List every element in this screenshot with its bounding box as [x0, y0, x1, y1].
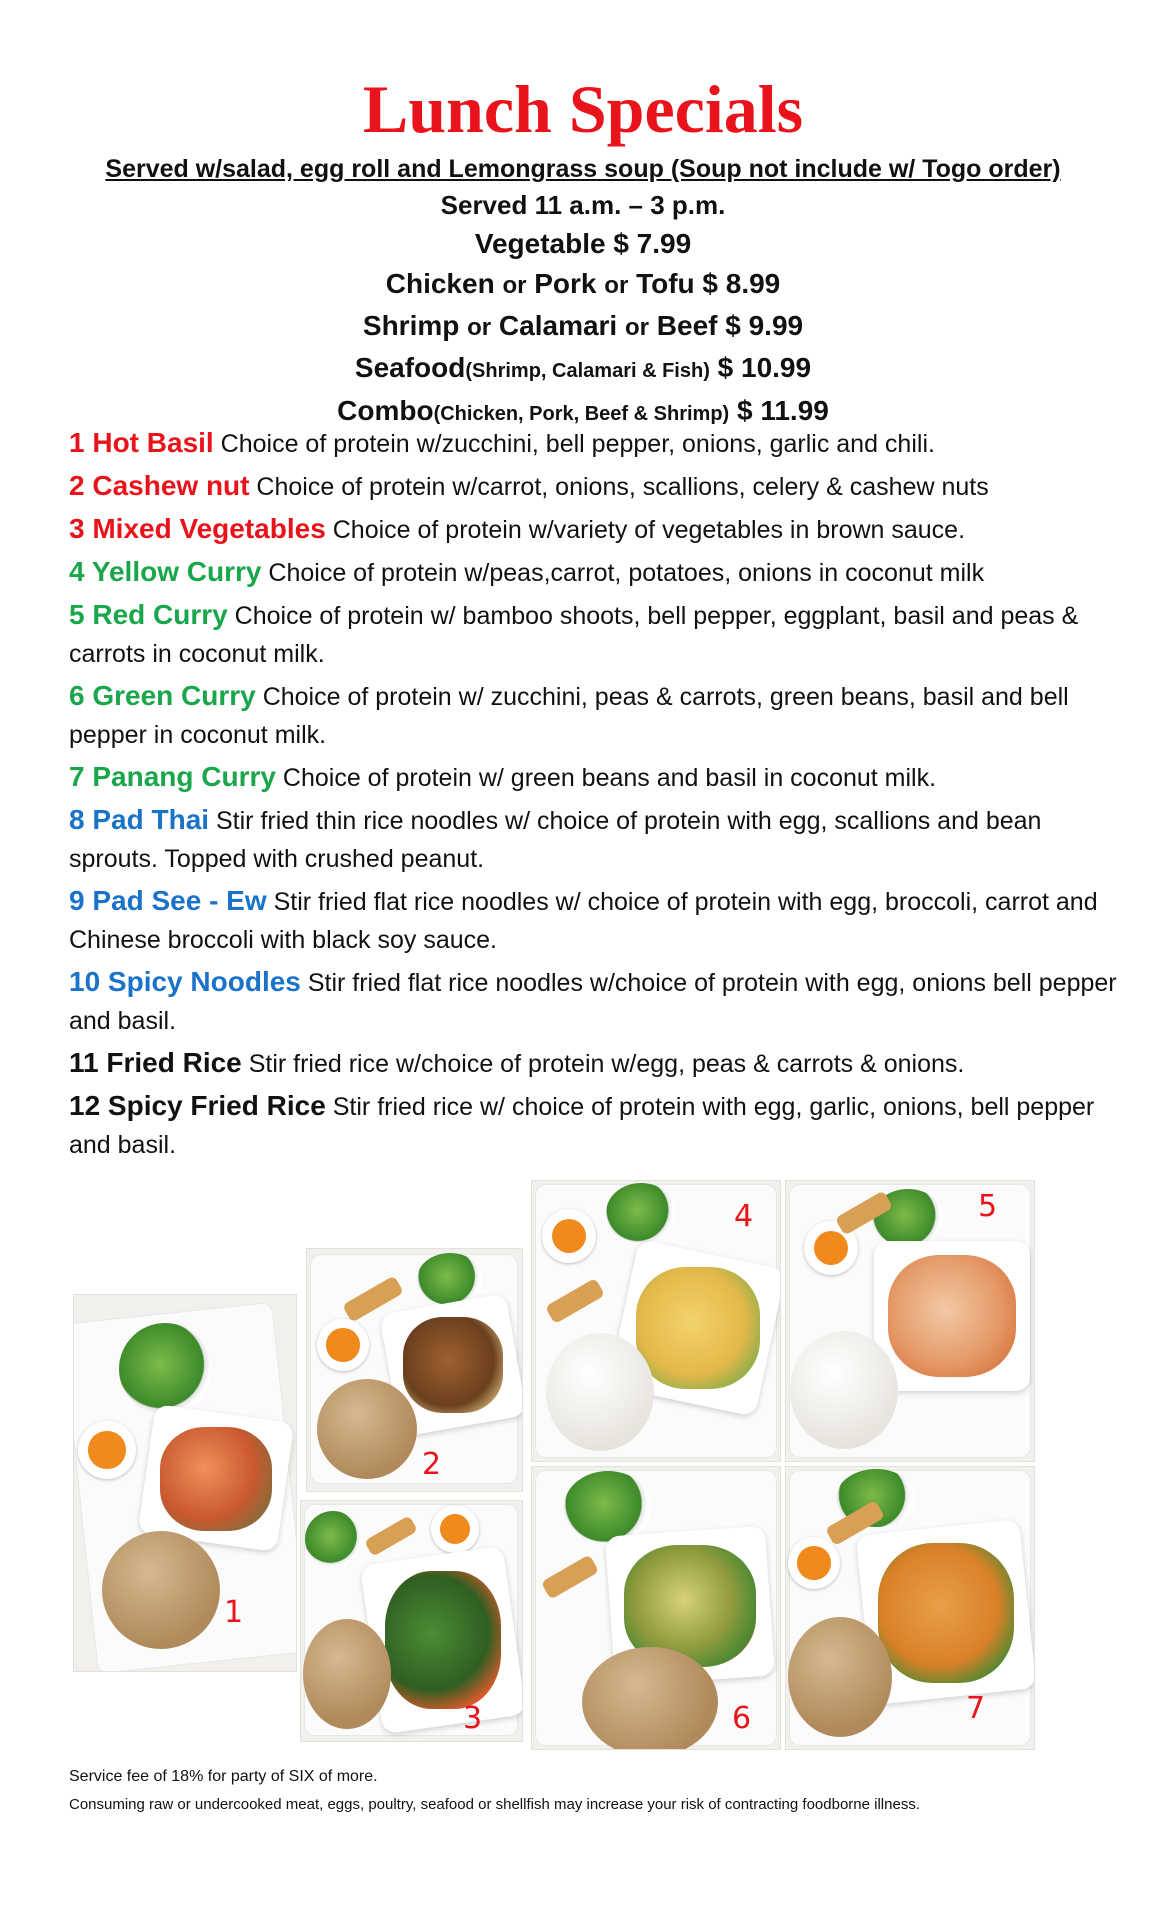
food-photo-7	[785, 1466, 1035, 1750]
photo-number: 6	[732, 1701, 752, 1736]
brown-rice	[102, 1531, 220, 1649]
item-name: 12 Spicy Fried Rice	[69, 1090, 326, 1121]
food-photo-3	[300, 1500, 523, 1742]
panang-curry	[878, 1543, 1014, 1683]
sauce-cup	[542, 1209, 596, 1263]
item-desc: Stir fried rice w/choice of protein w/egg, peas & carrots & onions.	[241, 1050, 965, 1078]
salad-bowl	[417, 1253, 483, 1305]
item-name: 2 Cashew nut	[69, 470, 250, 501]
salad-bowl	[305, 1511, 361, 1567]
combo-price: $ 11.99	[729, 395, 829, 426]
or-word: or	[625, 314, 649, 341]
white-rice	[546, 1333, 654, 1451]
price-shrimp: Shrimp	[362, 310, 460, 341]
menu-item	[69, 596, 1119, 673]
item-desc: Stir fried flat rice noodles w/choice of protein with egg, onions bell pepper and basil.	[69, 969, 1117, 1035]
price-tofu: Tofu $ 8.99	[636, 268, 781, 299]
photo-number: 5	[978, 1189, 998, 1224]
item-name: 11 Fried Rice	[69, 1047, 242, 1078]
price-shrimp-calamari-beef	[0, 306, 1166, 348]
item-name: 6 Green Curry	[69, 680, 256, 711]
brown-rice	[582, 1647, 718, 1750]
food-photo-5	[785, 1180, 1035, 1462]
or-word: or	[502, 272, 527, 299]
sauce-cup	[431, 1505, 479, 1553]
item-desc: Choice of protein w/ bamboo shoots, bell pepper, eggplant, basil and peas & carrots in coconut milk.	[69, 602, 1079, 668]
menu-items	[69, 424, 1119, 1168]
red-curry	[888, 1255, 1016, 1377]
combo-detail: (Chicken, Pork, Beef & Shrimp)	[433, 403, 730, 425]
item-name: 7 Panang Curry	[69, 761, 276, 792]
menu-item	[69, 1044, 1119, 1083]
price-vegetable: Vegetable $ 7.99	[474, 228, 692, 259]
item-name: 4 Yellow Curry	[69, 556, 262, 587]
shrimp-stir-fry	[160, 1427, 272, 1531]
item-desc: Stir fried flat rice noodles w/ choice of protein with egg, broccoli, carrot and Chinese broccoli with black soy sauce.	[69, 888, 1098, 954]
brown-rice	[788, 1617, 892, 1737]
food-safety-warning: Consuming raw or undercooked meat, eggs, poultry, seafood or shellfish may increase your risk of contracting foodborne illness.	[69, 1796, 920, 1813]
food-photo-2	[306, 1248, 523, 1492]
item-desc: Choice of protein w/zucchini, bell pepper, onions, garlic and chili.	[213, 430, 935, 458]
item-name: 8 Pad Thai	[69, 804, 210, 835]
item-desc: Stir fried thin rice noodles w/ choice of protein with egg, scallions and bean sprouts. Topped with crushed peanut.	[69, 807, 1042, 873]
brown-rice	[317, 1379, 417, 1479]
seafood-label: Seafood	[354, 352, 466, 383]
menu-item	[69, 677, 1119, 754]
photo-number: 1	[224, 1595, 244, 1630]
menu-item	[69, 553, 1119, 592]
item-desc: Stir fried rice w/ choice of protein with egg, garlic, onions, bell pepper and basil.	[69, 1093, 1095, 1159]
item-desc: Choice of protein w/peas,carrot, potatoes, onions in coconut milk	[261, 559, 985, 587]
price-beef: Beef $ 9.99	[656, 310, 804, 341]
serving-hours: Served 11 a.m. – 3 p.m.	[440, 190, 726, 220]
photo-number: 7	[966, 1691, 986, 1726]
photo-number: 3	[463, 1701, 483, 1736]
item-name: 9 Pad See - Ew	[69, 885, 267, 916]
photo-number: 4	[734, 1199, 754, 1234]
food-photo-4	[531, 1180, 781, 1462]
item-name: 1 Hot Basil	[69, 427, 214, 458]
price-pork: Pork	[534, 268, 597, 299]
combo-label: Combo	[337, 395, 434, 426]
served-with-note: Served w/salad, egg roll and Lemongrass soup (Soup not include w/ Togo order)	[105, 155, 1061, 183]
brown-rice	[303, 1619, 391, 1729]
item-desc: Choice of protein w/ zucchini, peas & carrots, green beans, basil and bell pepper in coconut milk.	[69, 683, 1069, 749]
item-name: 3 Mixed Vegetables	[69, 513, 326, 544]
salad-bowl	[564, 1471, 652, 1543]
menu-item	[69, 424, 1119, 463]
price-seafood	[0, 348, 1166, 391]
menu-item	[69, 1087, 1119, 1164]
item-name: 10 Spicy Noodles	[69, 966, 301, 997]
item-name: 5 Red Curry	[69, 599, 228, 630]
price-chicken-pork-tofu	[0, 264, 1166, 306]
salad-bowl	[119, 1323, 211, 1415]
menu-item	[69, 758, 1119, 797]
sauce-cup	[788, 1537, 840, 1589]
or-word: or	[604, 272, 629, 299]
sauce-cup	[317, 1319, 369, 1371]
menu-item	[69, 801, 1119, 878]
menu-item	[69, 963, 1119, 1040]
mixed-vegetables	[385, 1571, 501, 1709]
white-rice	[790, 1331, 898, 1449]
price-calamari: Calamari	[498, 310, 618, 341]
price-chicken: Chicken	[385, 268, 495, 299]
seafood-detail: (Shrimp, Calamari & Fish)	[465, 360, 710, 382]
yellow-curry	[636, 1267, 760, 1389]
item-desc: Choice of protein w/variety of vegetables in brown sauce.	[325, 516, 966, 544]
salad-bowl	[606, 1183, 676, 1243]
cashew-stir-fry	[403, 1317, 503, 1413]
menu-item	[69, 882, 1119, 959]
photo-number: 2	[422, 1447, 442, 1482]
food-photo-1	[73, 1294, 297, 1672]
food-photo-6	[531, 1466, 781, 1750]
item-desc: Choice of protein w/ green beans and basil in coconut milk.	[275, 764, 937, 792]
menu-item	[69, 510, 1119, 549]
service-fee-note: Service fee of 18% for party of SIX of more.	[69, 1768, 378, 1785]
item-desc: Choice of protein w/carrot, onions, scallions, celery & cashew nuts	[249, 473, 989, 501]
or-word: or	[467, 314, 492, 341]
menu-header	[0, 68, 1166, 434]
page-title: Lunch Specials	[362, 71, 804, 147]
seafood-price: $ 10.99	[709, 352, 812, 383]
sauce-cup	[78, 1421, 136, 1479]
menu-item	[69, 467, 1119, 506]
